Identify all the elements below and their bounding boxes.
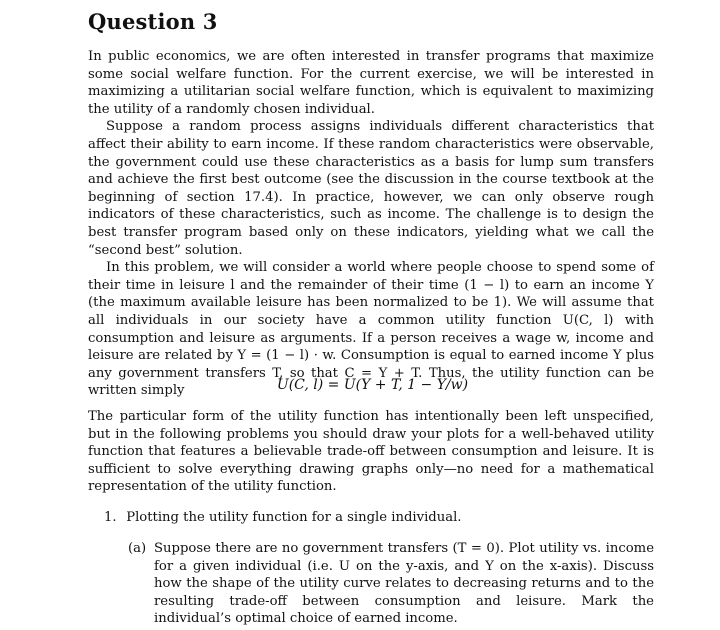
list-marker-1: 1.: [104, 510, 117, 525]
paragraph-1: In public economics, we are often interested in transfer programs that maximize some social welfare function. For the current exercise, we will be interested in maximizing a utilitarian social welfare function, which is equivalent to maximizing the utility of a randomly chosen individual.: [88, 49, 654, 117]
paragraph-3: In this problem, we will consider a world where people choose to spend some of their time in leisure l and the remainder of their time (1 − l) to earn an income Y (the maximum available leisure has been normalized to be 1). We will assume that all individuals in our society have a common utility function U(C, l) with consumption and leisure as arguments. If a person receives a wage w, income and leisure are related by Y = (1 − l) · w. Consumption is equal to earned income Y plus any government transfers T, so that C = Y + T. Thus, the utility function can be written simply: [88, 260, 654, 399]
paragraph-2: Suppose a random process assigns individuals different characteristics that affect their ability to earn income. If these random characteristics were observable, the government could use these characteristics as a basis for lump sum transfers and achieve the first best outcome (see the discussion in the course textbook at the beginning of section 17.4). In practice, however, we can only observe rough indicators of these characteristics, such as income. The challenge is to design the best transfer program based only on these indicators, yielding what we call the “second best” solution.: [88, 119, 654, 258]
paragraph-4: The particular form of the utility function has intentionally been left unspecified, but in the following problems you should draw your plots for a well-behaved utility function that features a believable trade-off between consumption and leisure. It is sufficient to solve everything drawing graphs only—no need for a mathematical representation of the utility function.: [88, 409, 654, 495]
sub-item-a: [128, 540, 654, 628]
utility-equation: U(C, l) = U(Y + T, 1 − Y/w): [276, 377, 469, 393]
list-item-1: [104, 510, 664, 525]
list-item-1-text: Plotting the utility function for a single individual.: [126, 510, 462, 525]
sub-marker-a: (a): [128, 541, 147, 556]
sub-item-a-text: Suppose there are no government transfers (T = 0). Plot utility vs. income for a given individual (i.e. U on the y-axis, and Y on the x-axis). Discuss how the shape of the utility curve relates to decreasing returns and to the resulting trade-off between consumption and leisure. Mark the individual’s optimal choice of earned income.: [154, 541, 654, 627]
closing-text: [88, 408, 654, 496]
question-heading: Question 3: [88, 9, 218, 34]
intro-text: [88, 48, 654, 400]
